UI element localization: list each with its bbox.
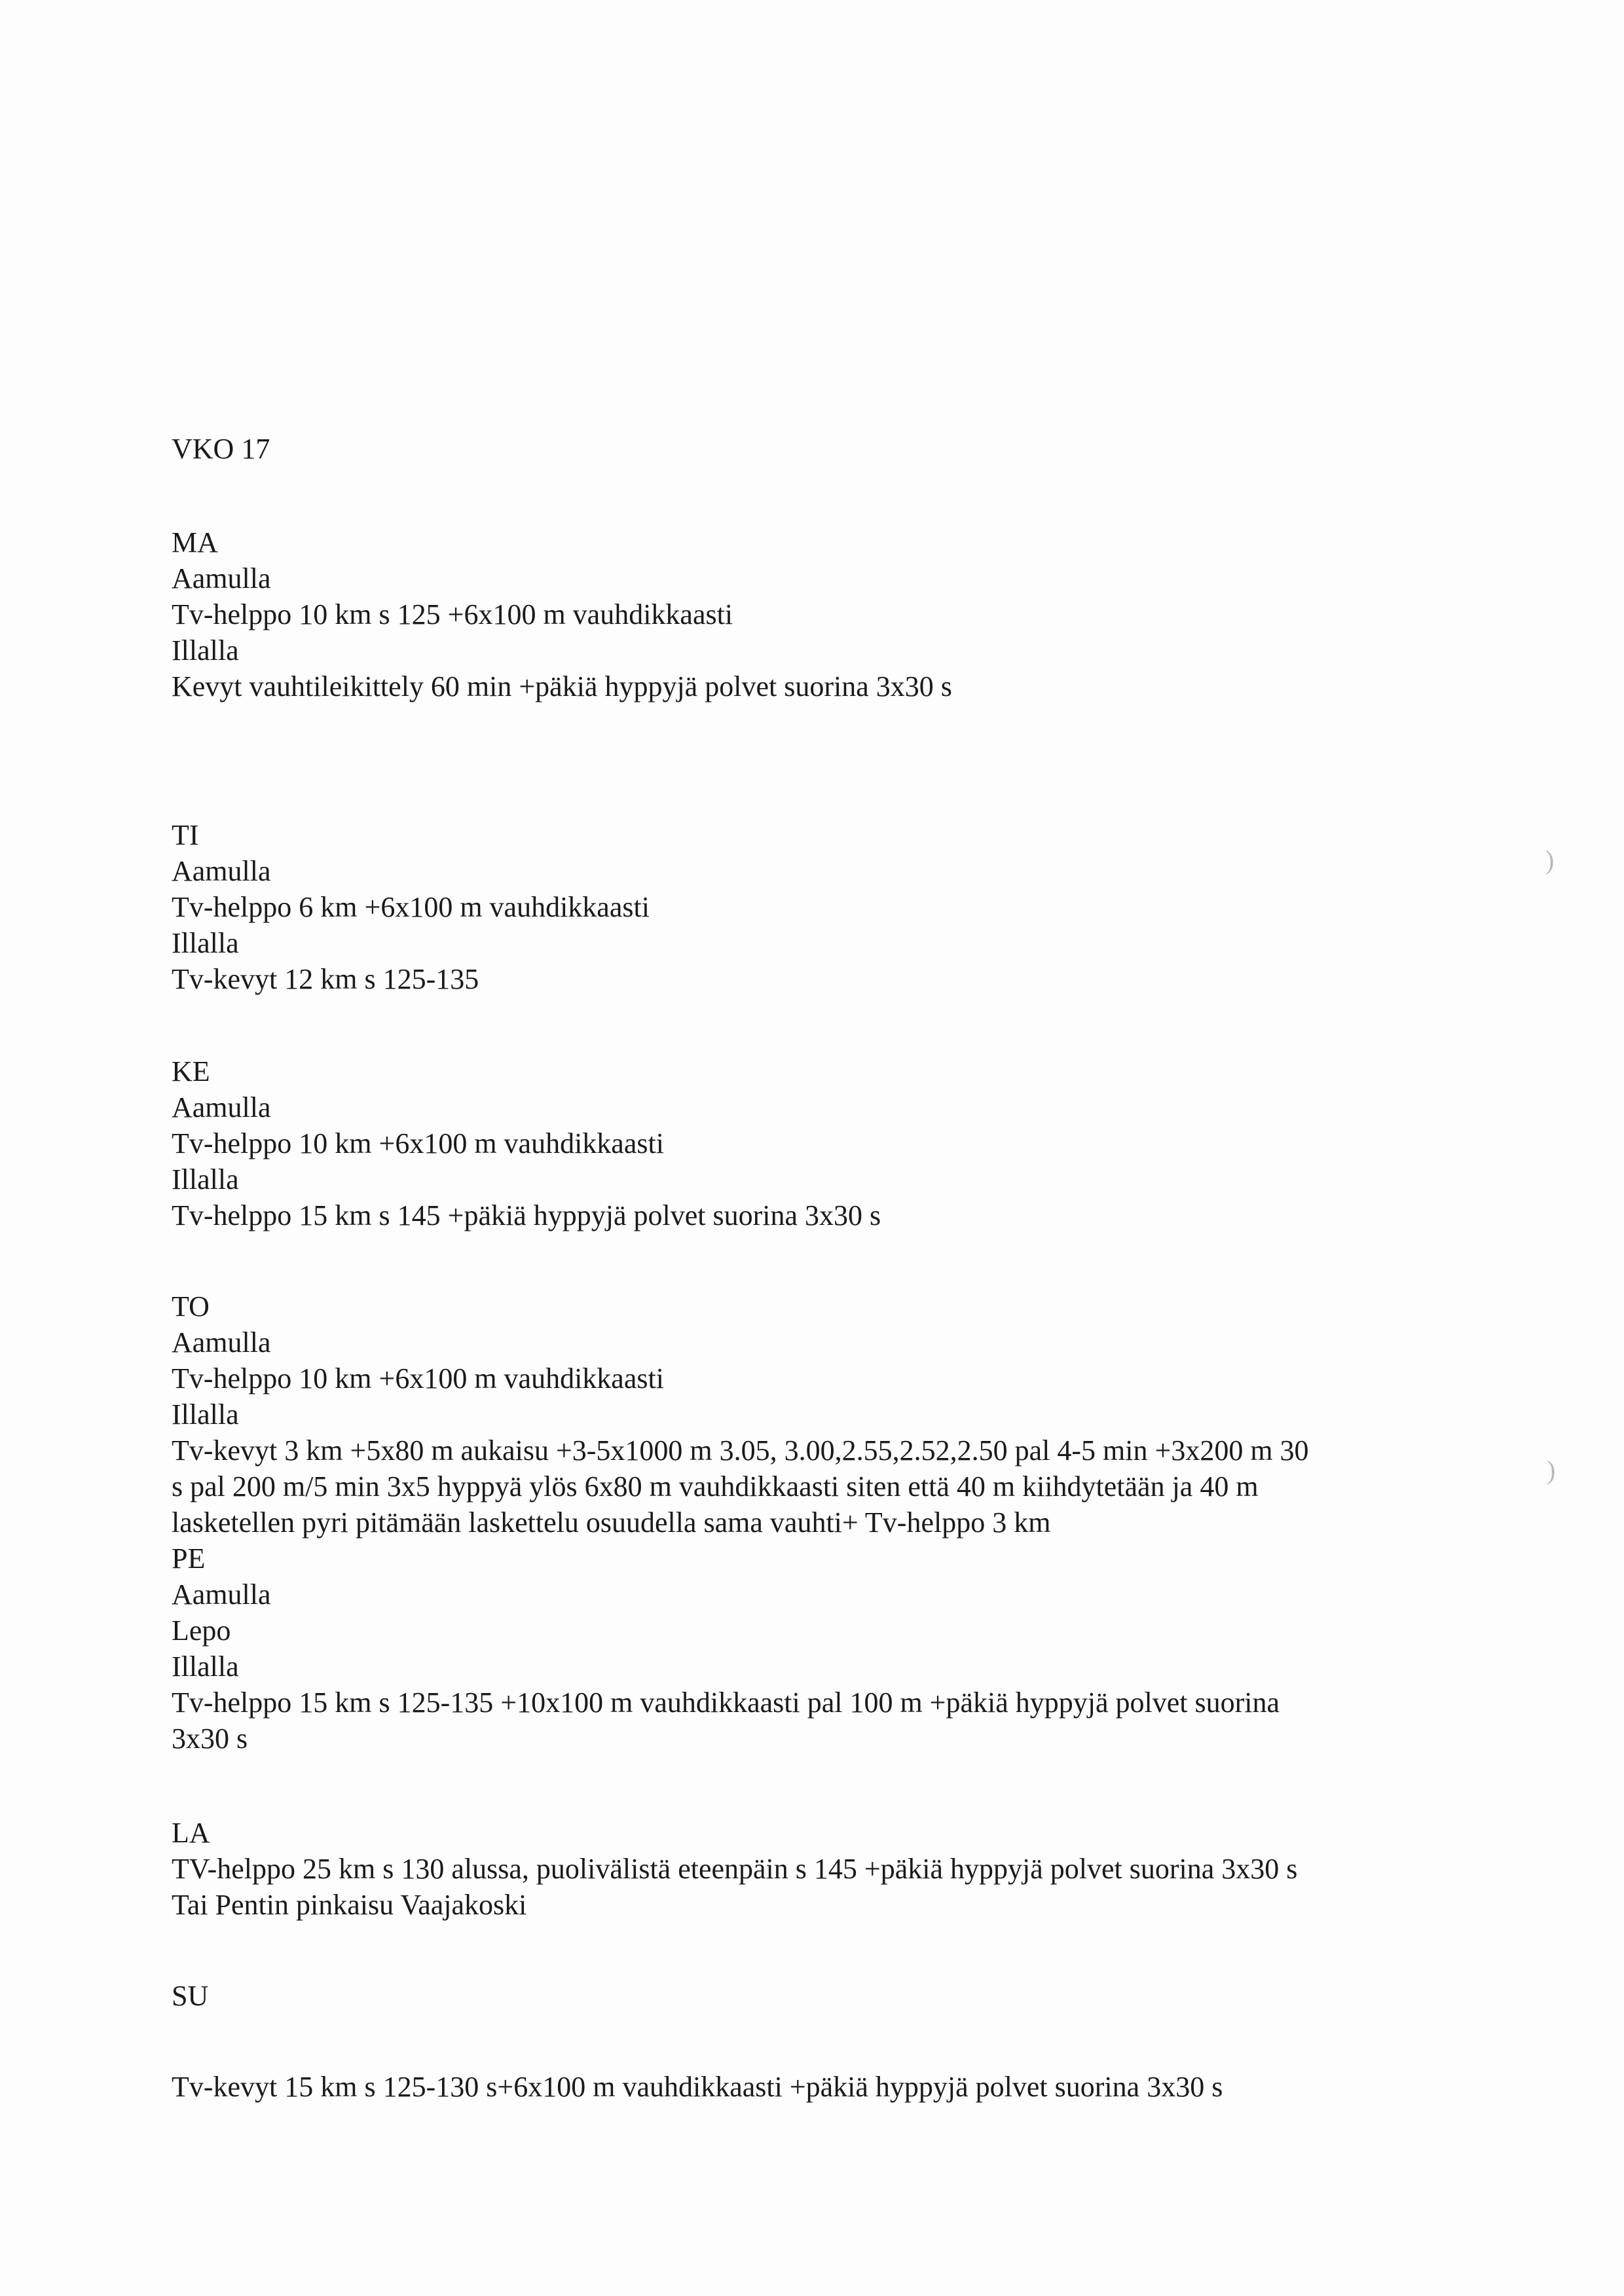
ti-line-4: Tv-kevyt 12 km s 125-135 <box>172 963 479 995</box>
day-label-ma: MA <box>172 526 218 558</box>
la-line-2: Tai Pentin pinkaisu Vaajakoski <box>172 1889 527 1921</box>
pe-line-3: Illalla <box>172 1650 239 1683</box>
ti-line-1: Aamulla <box>172 855 271 887</box>
ma-line-4: Kevyt vauhtileikittely 60 min +päkiä hyppyjä polvet suorina 3x30 s <box>172 670 952 702</box>
to-line-6: lasketellen pyri pitämään laskettelu osuudella sama vauhti+ Tv-helppo 3 km <box>172 1506 1051 1539</box>
to-line-5: s pal 200 m/5 min 3x5 hyppyä ylös 6x80 m vauhdikkaasti siten että 40 m kiihdytetään ja 40 m <box>172 1470 1259 1503</box>
pe-line-1: Aamulla <box>172 1578 271 1611</box>
week-title: VKO 17 <box>172 433 270 465</box>
day-label-su: SU <box>172 1980 209 2012</box>
ma-line-2: Tv-helppo 10 km s 125 +6x100 m vauhdikkaasti <box>172 598 733 630</box>
scan-mark: ) <box>1545 845 1555 875</box>
ke-line-1: Aamulla <box>172 1091 271 1123</box>
pe-line-4: Tv-helppo 15 km s 125-135 +10x100 m vauhdikkaasti pal 100 m +päkiä hyppyjä polvet suorina <box>172 1686 1280 1719</box>
ma-line-1: Aamulla <box>172 562 271 594</box>
day-label-ti: TI <box>172 819 199 851</box>
pe-line-5: 3x30 s <box>172 1722 248 1755</box>
ma-line-3: Illalla <box>172 634 239 666</box>
scan-mark: ) <box>1547 1455 1556 1485</box>
ke-line-3: Illalla <box>172 1163 239 1195</box>
la-line-1: TV-helppo 25 km s 130 alussa, puolivälistä eteenpäin s 145 +päkiä hyppyjä polvet suorina 3x30 s <box>172 1853 1298 1885</box>
day-label-to: TO <box>172 1290 210 1322</box>
pe-line-2: Lepo <box>172 1614 231 1647</box>
to-line-1: Aamulla <box>172 1326 271 1358</box>
su-line-1: Tv-kevyt 15 km s 125-130 s+6x100 m vauhdikkaasti +päkiä hyppyjä polvet suorina 3x30 s <box>172 2071 1223 2103</box>
to-line-2: Tv-helppo 10 km +6x100 m vauhdikkaasti <box>172 1362 664 1394</box>
ti-line-2: Tv-helppo 6 km +6x100 m vauhdikkaasti <box>172 891 650 923</box>
day-label-pe: PE <box>172 1542 206 1575</box>
ke-line-4: Tv-helppo 15 km s 145 +päkiä hyppyjä polvet suorina 3x30 s <box>172 1199 881 1231</box>
ti-line-3: Illalla <box>172 927 239 959</box>
day-label-la: LA <box>172 1817 210 1849</box>
ke-line-2: Tv-helppo 10 km +6x100 m vauhdikkaasti <box>172 1127 664 1159</box>
day-label-ke: KE <box>172 1055 210 1087</box>
to-line-3: Illalla <box>172 1398 239 1430</box>
to-line-4: Tv-kevyt 3 km +5x80 m aukaisu +3-5x1000 m 3.05, 3.00,2.55,2.52,2.50 pal 4-5 min +3x200 m 30 <box>172 1434 1309 1467</box>
